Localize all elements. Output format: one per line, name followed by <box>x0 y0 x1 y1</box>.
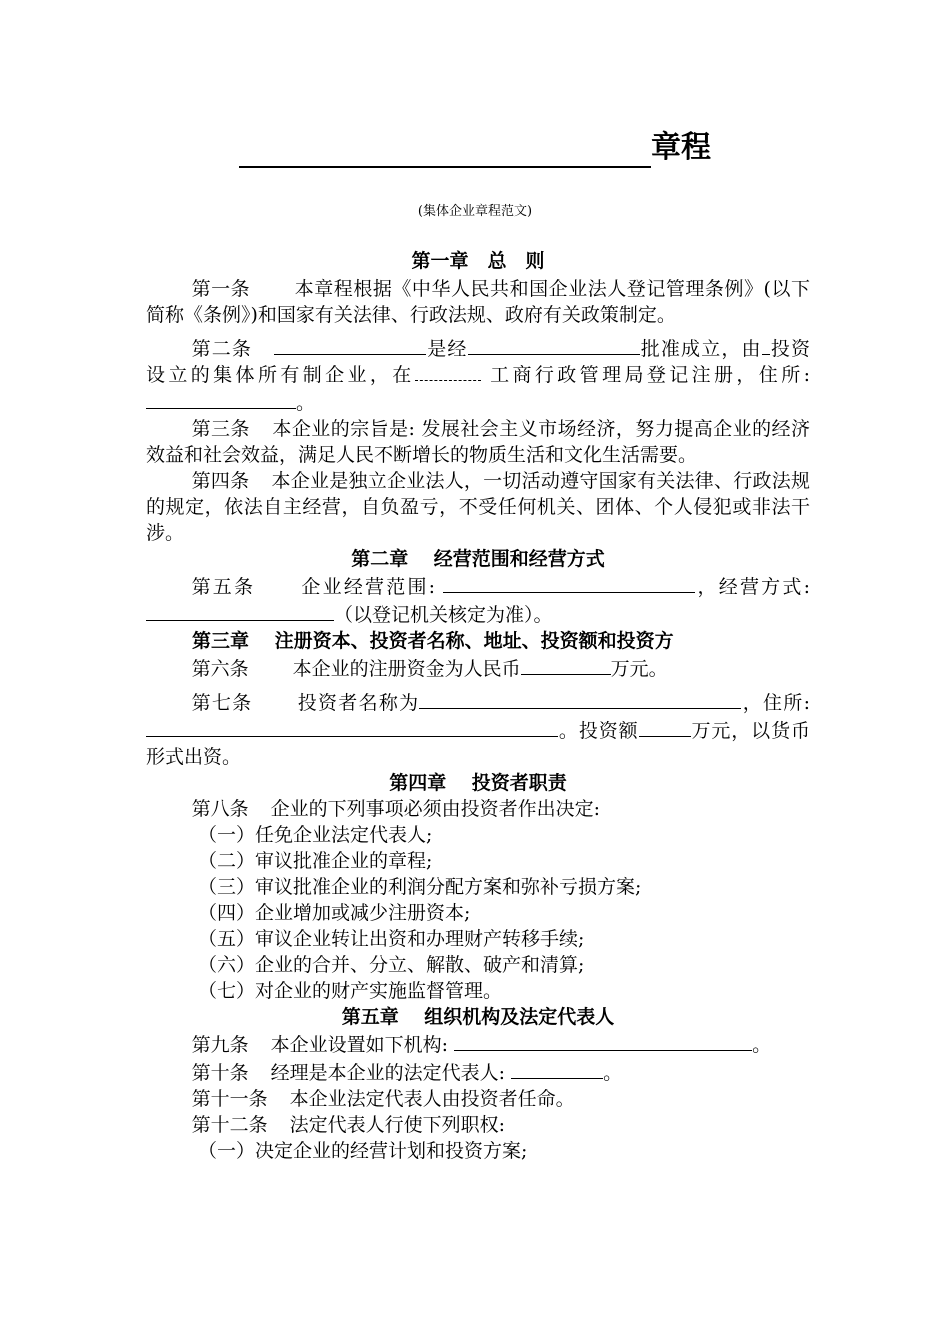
investment-amount-blank[interactable] <box>639 716 691 737</box>
article-4: 第四条 本企业是独立企业法人，一切活动遵守国家有关法律、行政法规的规定，依法自主经营，自负盈亏，不受任何机关、团体、个人侵犯或非法干涉。 <box>146 470 810 544</box>
article-8-item: （三）审议批准企业的利润分配方案和弥补亏损方案; <box>198 876 642 898</box>
chapter-3-heading: 第三章 注册资本、投资者名称、地址、投资额和投资方 <box>192 630 674 652</box>
article-12: 第十二条 法定代表人行使下列职权: <box>191 1114 506 1136</box>
article-7: 第七条 投资者名称为 ，住所: 。投资额 万元，以货币形式出资。 <box>146 688 810 770</box>
approval-entity-blank[interactable] <box>274 334 426 355</box>
chapter-2-heading: 第二章 经营范围和经营方式 <box>351 548 605 570</box>
article-8-item: （六）企业的合并、分立、解散、破产和清算; <box>198 954 585 976</box>
title-blank-line <box>239 134 651 168</box>
article-2: 第二条 是经 批准成立，由 投资设立的集体所有制企业，在 工商行政管理局登记注册，住所: 。 <box>146 334 810 416</box>
chapter-5-heading: 第五章 组织机构及法定代表人 <box>341 1006 615 1028</box>
article-8-item: （五）审议企业转让出资和办理财产转移手续; <box>198 928 585 950</box>
article-1: 第一条 本章程根据《中华人民共和国企业法人登记管理条例》(以下简称《条例》)和国家有关法律、行政法规、政府有关政策制定。 <box>146 278 810 326</box>
article-8-item: （二）审议批准企业的章程; <box>198 850 433 872</box>
article-8-item: （一）任免企业法定代表人; <box>198 824 433 846</box>
address-blank[interactable] <box>146 388 296 409</box>
business-mode-blank[interactable] <box>146 600 334 621</box>
registered-capital-blank[interactable] <box>521 654 611 675</box>
article-8-item: （七）对企业的财产实施监督管理。 <box>198 980 503 1002</box>
document-title <box>0 128 950 168</box>
organization-blank[interactable] <box>454 1030 752 1051</box>
article-5: 第五条 企业经营范围: ，经营方式: （以登记机关核定为准）。 <box>146 572 810 628</box>
chapter-4-heading: 第四章 投资者职责 <box>389 772 567 794</box>
title-suffix: 章程 <box>651 130 711 165</box>
article-10: 第十条 经理是本企业的法定代表人: 。 <box>146 1058 810 1086</box>
document-subtitle: (集体企业章程范文) <box>417 204 533 219</box>
article-3: 第三条 本企业的宗旨是: 发展社会主义市场经济，努力提高企业的经济效益和社会效益，满足人民不断增长的物质生活和文化生活需要。 <box>146 418 810 466</box>
chapter-1-heading: 第一章 总 则 <box>411 250 545 272</box>
article-9: 第九条 本企业设置如下机构: 。 <box>146 1030 810 1058</box>
approver-blank[interactable] <box>468 334 640 355</box>
document-body <box>146 248 810 1164</box>
registration-place-blank[interactable] <box>415 366 481 381</box>
investor-address-blank[interactable] <box>146 716 558 737</box>
article-6: 第六条 本企业的注册资金为人民币 万元。 <box>146 654 810 682</box>
legal-rep-blank[interactable] <box>511 1058 603 1079</box>
investor-blank[interactable] <box>762 334 770 355</box>
article-12-item: （一）决定企业的经营计划和投资方案; <box>198 1140 528 1162</box>
article-8-item: （四）企业增加或减少注册资本; <box>198 902 471 924</box>
business-scope-blank[interactable] <box>443 572 695 593</box>
article-8: 第八条 企业的下列事项必须由投资者作出决定: <box>191 798 601 820</box>
article-11: 第十一条 本企业法定代表人由投资者任命。 <box>191 1088 575 1110</box>
investor-name-blank[interactable] <box>419 688 741 709</box>
